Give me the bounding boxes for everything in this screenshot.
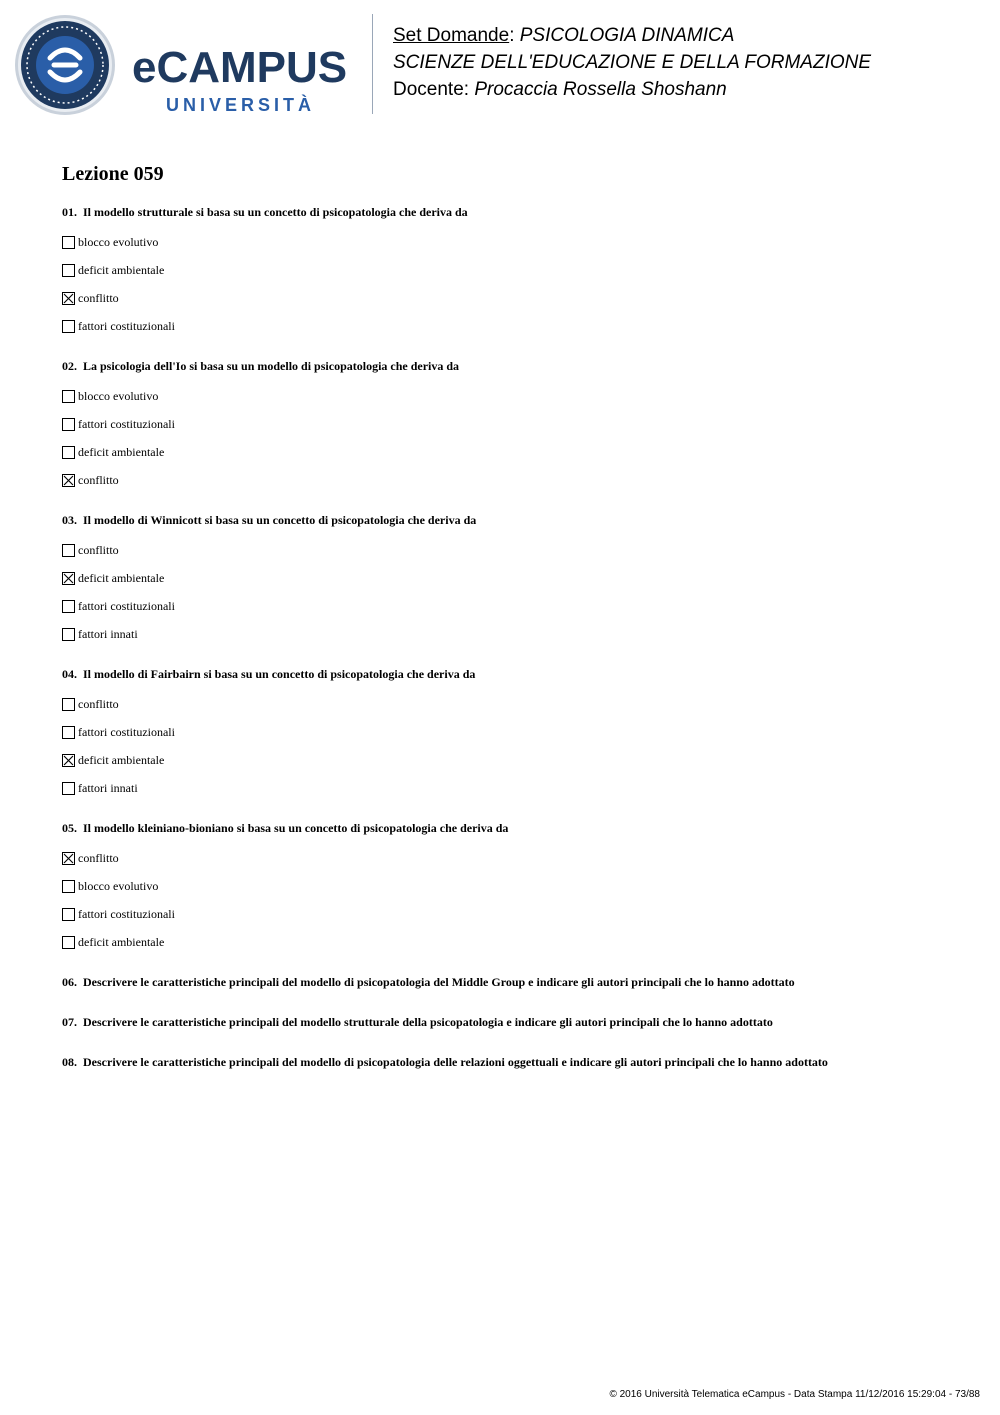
page-header xyxy=(0,0,1000,130)
option-label: conflitto xyxy=(78,696,119,711)
answer-option[interactable] xyxy=(62,620,962,648)
option-label: fattori costituzionali xyxy=(78,318,175,333)
answer-option[interactable] xyxy=(62,312,962,340)
question-prompt: Descrivere le caratteristiche principali del modello di psicopatologia del Middle Group e indicare gli autori principali che lo hanno adottato xyxy=(83,975,795,989)
checkbox-icon[interactable] xyxy=(62,908,75,921)
teacher-line xyxy=(393,76,871,103)
checkbox-icon[interactable] xyxy=(62,782,75,795)
question-prompt: Il modello di Fairbairn si basa su un concetto di psicopatologia che deriva da xyxy=(83,667,476,681)
question-list xyxy=(62,204,962,956)
open-question xyxy=(62,974,962,990)
answer-option[interactable] xyxy=(62,774,962,802)
option-label: fattori costituzionali xyxy=(78,724,175,739)
checkbox-icon[interactable] xyxy=(62,880,75,893)
checkbox-icon[interactable] xyxy=(62,698,75,711)
question-prompt: La psicologia dell'Io si basa su un modello di psicopatologia che deriva da xyxy=(83,359,460,373)
question-number: 03. xyxy=(62,513,77,527)
question-block xyxy=(62,358,962,494)
option-label: fattori innati xyxy=(78,780,138,795)
option-label: fattori innati xyxy=(78,626,138,641)
ecampus-wordmark xyxy=(132,38,360,114)
checkbox-icon[interactable] xyxy=(62,936,75,949)
answer-option[interactable] xyxy=(62,564,962,592)
checkbox-icon[interactable] xyxy=(62,418,75,431)
checkbox-icon[interactable] xyxy=(62,236,75,249)
question-number: 02. xyxy=(62,359,77,373)
checked-checkbox-icon[interactable] xyxy=(62,754,75,767)
answer-option[interactable] xyxy=(62,466,962,494)
question-number: 06. xyxy=(62,975,77,989)
lesson-content xyxy=(62,160,962,1094)
checkbox-icon[interactable] xyxy=(62,544,75,557)
option-label: conflitto xyxy=(78,290,119,305)
set-line xyxy=(393,22,871,49)
set-separator: : xyxy=(509,25,515,46)
answer-option[interactable] xyxy=(62,928,962,956)
question-prompt: Il modello strutturale si basa su un concetto di psicopatologia che deriva da xyxy=(83,205,468,219)
checkbox-icon[interactable] xyxy=(62,390,75,403)
option-label: fattori costituzionali xyxy=(78,598,175,613)
answer-option[interactable] xyxy=(62,228,962,256)
question-prompt: Descrivere le caratteristiche principali del modello di psicopatologia delle relazioni oggettuali e indicare gli autori principali che lo hanno adottato xyxy=(83,1055,828,1069)
option-label: fattori costituzionali xyxy=(78,906,175,921)
header-divider xyxy=(372,14,373,114)
set-label: Set Domande xyxy=(393,25,510,46)
answer-option[interactable] xyxy=(62,592,962,620)
checkbox-icon[interactable] xyxy=(62,628,75,641)
checked-checkbox-icon[interactable] xyxy=(62,852,75,865)
option-label: conflitto xyxy=(78,850,119,865)
ecampus-logo xyxy=(14,14,359,116)
option-label: blocco evolutivo xyxy=(78,878,159,893)
option-label: deficit ambientale xyxy=(78,444,165,459)
option-label: blocco evolutivo xyxy=(78,388,159,403)
question-block xyxy=(62,204,962,340)
answer-option[interactable] xyxy=(62,718,962,746)
option-label: conflitto xyxy=(78,542,119,557)
checkbox-icon[interactable] xyxy=(62,320,75,333)
option-label: deficit ambientale xyxy=(78,752,165,767)
question-block xyxy=(62,512,962,648)
header-info xyxy=(393,22,871,103)
checkbox-icon[interactable] xyxy=(62,726,75,739)
teacher-label: Docente: xyxy=(393,79,470,100)
option-label: deficit ambientale xyxy=(78,934,165,949)
question-text xyxy=(62,512,962,528)
teacher-value: Procaccia Rossella Shoshann xyxy=(474,79,727,100)
option-label: fattori costituzionali xyxy=(78,416,175,431)
question-number: 05. xyxy=(62,821,77,835)
question-text xyxy=(62,204,962,220)
option-label: deficit ambientale xyxy=(78,570,165,585)
answer-option[interactable] xyxy=(62,284,962,312)
checkbox-icon[interactable] xyxy=(62,600,75,613)
answer-option[interactable] xyxy=(62,900,962,928)
question-number: 08. xyxy=(62,1055,77,1069)
question-prompt: Il modello kleiniano-bioniano si basa su un concetto di psicopatologia che deriva da xyxy=(83,821,509,835)
open-question xyxy=(62,1014,962,1030)
question-block xyxy=(62,820,962,956)
lesson-title: Lezione 059 xyxy=(62,163,164,185)
question-text xyxy=(62,820,962,836)
course-name: SCIENZE DELL'EDUCAZIONE E DELLA FORMAZIONE xyxy=(393,52,872,73)
question-prompt: Il modello di Winnicott si basa su un concetto di psicopatologia che deriva da xyxy=(83,513,477,527)
question-prompt: Descrivere le caratteristiche principali del modello strutturale della psicopatologia e indicare gli autori principali che lo hanno adottato xyxy=(83,1015,773,1029)
university-seal-icon xyxy=(14,14,116,116)
answer-option[interactable] xyxy=(62,410,962,438)
option-label: blocco evolutivo xyxy=(78,234,159,249)
question-number: 01. xyxy=(62,205,77,219)
brand-subline-text: UNIVERSITÀ xyxy=(166,95,316,114)
question-text xyxy=(62,358,962,374)
open-question xyxy=(62,1054,962,1070)
checked-checkbox-icon[interactable] xyxy=(62,572,75,585)
option-label: deficit ambientale xyxy=(78,262,165,277)
checkbox-icon[interactable] xyxy=(62,264,75,277)
checked-checkbox-icon[interactable] xyxy=(62,292,75,305)
set-value: PSICOLOGIA DINAMICA xyxy=(519,25,735,46)
answer-option[interactable] xyxy=(62,382,962,410)
answer-option[interactable] xyxy=(62,536,962,564)
question-number: 04. xyxy=(62,667,77,681)
question-number: 07. xyxy=(62,1015,77,1029)
answer-option[interactable] xyxy=(62,438,962,466)
answer-option[interactable] xyxy=(62,872,962,900)
open-question-list xyxy=(62,974,962,1070)
answer-option[interactable] xyxy=(62,690,962,718)
answer-option[interactable] xyxy=(62,256,962,284)
brand-wordmark-text: eCAMPUS xyxy=(132,43,348,92)
answer-option[interactable] xyxy=(62,746,962,774)
question-block xyxy=(62,666,962,802)
page-footer: © 2016 Università Telematica eCampus - Data Stampa 11/12/2016 15:29:04 - 73/88 xyxy=(609,1389,980,1400)
checkbox-icon[interactable] xyxy=(62,446,75,459)
checked-checkbox-icon[interactable] xyxy=(62,474,75,487)
option-label: conflitto xyxy=(78,472,119,487)
answer-option[interactable] xyxy=(62,844,962,872)
question-text xyxy=(62,666,962,682)
